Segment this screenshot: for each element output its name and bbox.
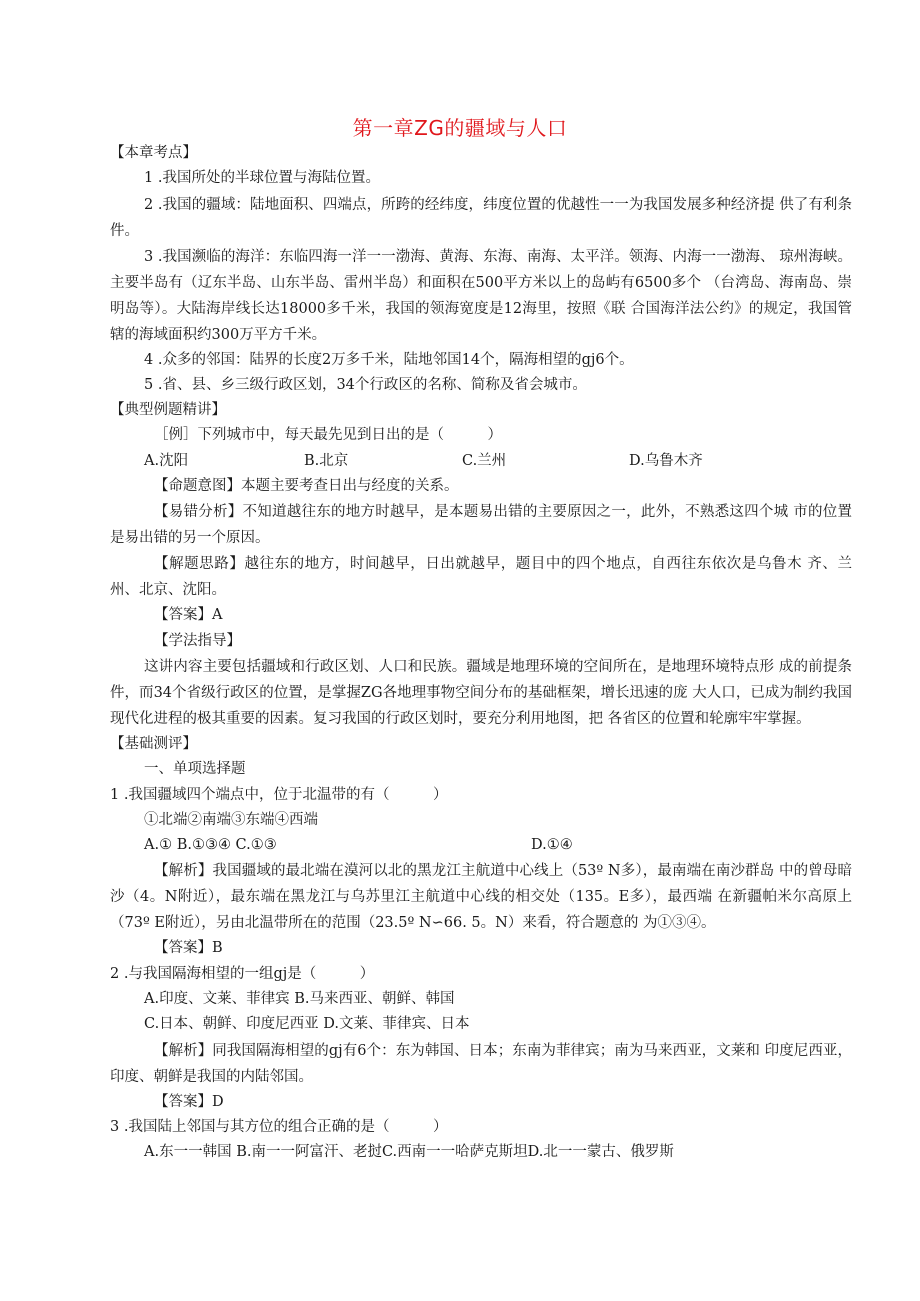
- kaodian-item-3: [110, 244, 852, 348]
- question-1-stem: 1 .我国疆域四个端点中，位于北温带的有（ ）: [110, 786, 448, 803]
- option-c: C.兰州: [462, 452, 507, 469]
- jieti-silu-text: 【解题思路】越往东的地方，时间越早，日出就越早，题目中的四个地点，自西往东依次是乌鲁木 齐、兰州、北京、沈阳。: [110, 556, 852, 599]
- question-1-options: [110, 833, 852, 858]
- kaodian-item-1: 1 .我国所处的半球位置与海陆位置。: [144, 170, 380, 187]
- kaodian-item-5: 5 .省、县、乡三级行政区划，34个行政区的名称、简称及省会城市。: [144, 376, 587, 393]
- example-answer: 【答案】A: [154, 607, 223, 624]
- chapter-title: 第一章ZG的疆域与人口: [352, 116, 568, 140]
- kaodian-item-2: [110, 192, 852, 244]
- question-2-jiexi-text: 【解析】同我国隔海相望的gj有6个：东为韩国、日本；东南为菲律宾；南为马来西亚，文莱和 印度尼西亚，印度、朝鲜是我国的内陆邻国。: [110, 1042, 852, 1085]
- jieti-silu: [110, 551, 852, 603]
- question-2-options-2: C.日本、朝鲜、印度尼西亚 D.文莱、菲律宾、日本: [144, 1016, 470, 1033]
- question-3-stem: 3 .我国陆上邻国与其方位的组合正确的是（ ）: [110, 1118, 448, 1135]
- kaodian-item-4: 4 .众多的邻国：陆界的长度2万多千米，陆地邻国14个，隔海相望的gj6个。: [144, 351, 634, 368]
- yicuo-fenxi: [110, 499, 852, 551]
- question-1-options-left: A.① B.①③④ C.①③: [144, 837, 277, 854]
- example-question: ［例］下列城市中，每天最先见到日出的是（ ）: [154, 427, 502, 444]
- section-header-dianxing: 【典型例题精讲】: [110, 402, 226, 419]
- section-single-choice: 一、单项选择题: [144, 761, 246, 778]
- xuefa-zhidao-text: 这讲内容主要包括疆域和行政区划、人口和民族。疆域是地理环境的空间所在，是地理环境特点形 成的前提条件，而34个省级行政区的位置，是掌握ZG各地理事物空间分布的基础框架，增长迅速的庞 大人口，已成为制约我国现代化进程的极其重要的因素。复习我国的行政区划时，要充分利用地图，把 各省区的位置和轮廓牢牢掌握。: [110, 658, 852, 727]
- question-2-options-1: A.印度、文莱、菲律宾 B.马来西亚、朝鲜、韩国: [144, 991, 455, 1008]
- yicuo-fenxi-text: 【易错分析】不知道越往东的地方时越早，是本题易出错的主要原因之一，此外，不熟悉这四个城 市的位置是易出错的另一个原因。: [110, 504, 852, 547]
- option-b: B.北京: [304, 452, 349, 469]
- example-options: [110, 449, 852, 474]
- kaodian-item-2-text: 2 .我国的疆域：陆地面积、四端点，所跨的经纬度，纬度位置的优越性一一为我国发展多种经济提 供了有利条件。: [110, 196, 852, 239]
- section-header-jichu: 【基础测评】: [110, 735, 197, 752]
- section-header-kaodian: 【本章考点】: [110, 145, 197, 161]
- question-2-answer: 【答案】D: [154, 1093, 224, 1110]
- document-body: [110, 141, 852, 1166]
- question-2-stem: 2 .与我国隔海相望的一组gj是（ ）: [110, 965, 375, 982]
- question-1-option-d: D.①④: [531, 837, 573, 854]
- question-1-sub: ①北端②南端③东端④西端: [144, 811, 318, 828]
- option-a: A.沈阳: [144, 452, 189, 469]
- question-1-jiexi: [110, 858, 852, 936]
- question-3-options: A.东一一韩国 B.南一一阿富汗、老挝C.西南一一哈萨克斯坦D.北一一蒙古、俄罗斯: [144, 1144, 674, 1161]
- xuefa-zhidao: [110, 654, 852, 732]
- option-d: D.乌鲁木齐: [629, 452, 703, 469]
- question-2-jiexi: [110, 1038, 852, 1090]
- mingti-yitu: 【命题意图】本题主要考查日出与经度的关系。: [154, 478, 459, 495]
- kaodian-item-3-text: 3 .我国濒临的海洋：东临四海一洋一一渤海、黄海、东海、南海、太平洋。领海、内海一一渤海、 琼州海峡。主要半岛有（辽东半岛、山东半岛、雷州半岛）和面积在500平方米以上的岛屿有6500多个 （台湾岛、海南岛、崇明岛等）。大陆海岸线长达18000多千米，我国的领海宽度是12海里，按照《联 合国海洋法公约》的规定，我国管辖的海域面积约300万平方千米。: [110, 248, 852, 343]
- question-1-jiexi-text: 【解析】我国疆域的最北端在漠河以北的黑龙江主航道中心线上（53º N多），最南端在南沙群岛 中的曾母暗沙（4。N附近），最东端在黑龙江与乌苏里江主航道中心线的相交处（135。E多），最西端 在新疆帕米尔高原上（73º E附近），另由北温带所在的范围（23.5º N∽66. 5。N）来看，符合题意的 为①③④。: [110, 863, 852, 932]
- xuefa-header: 【学法指导】: [154, 632, 241, 649]
- question-1-answer: 【答案】B: [154, 940, 223, 957]
